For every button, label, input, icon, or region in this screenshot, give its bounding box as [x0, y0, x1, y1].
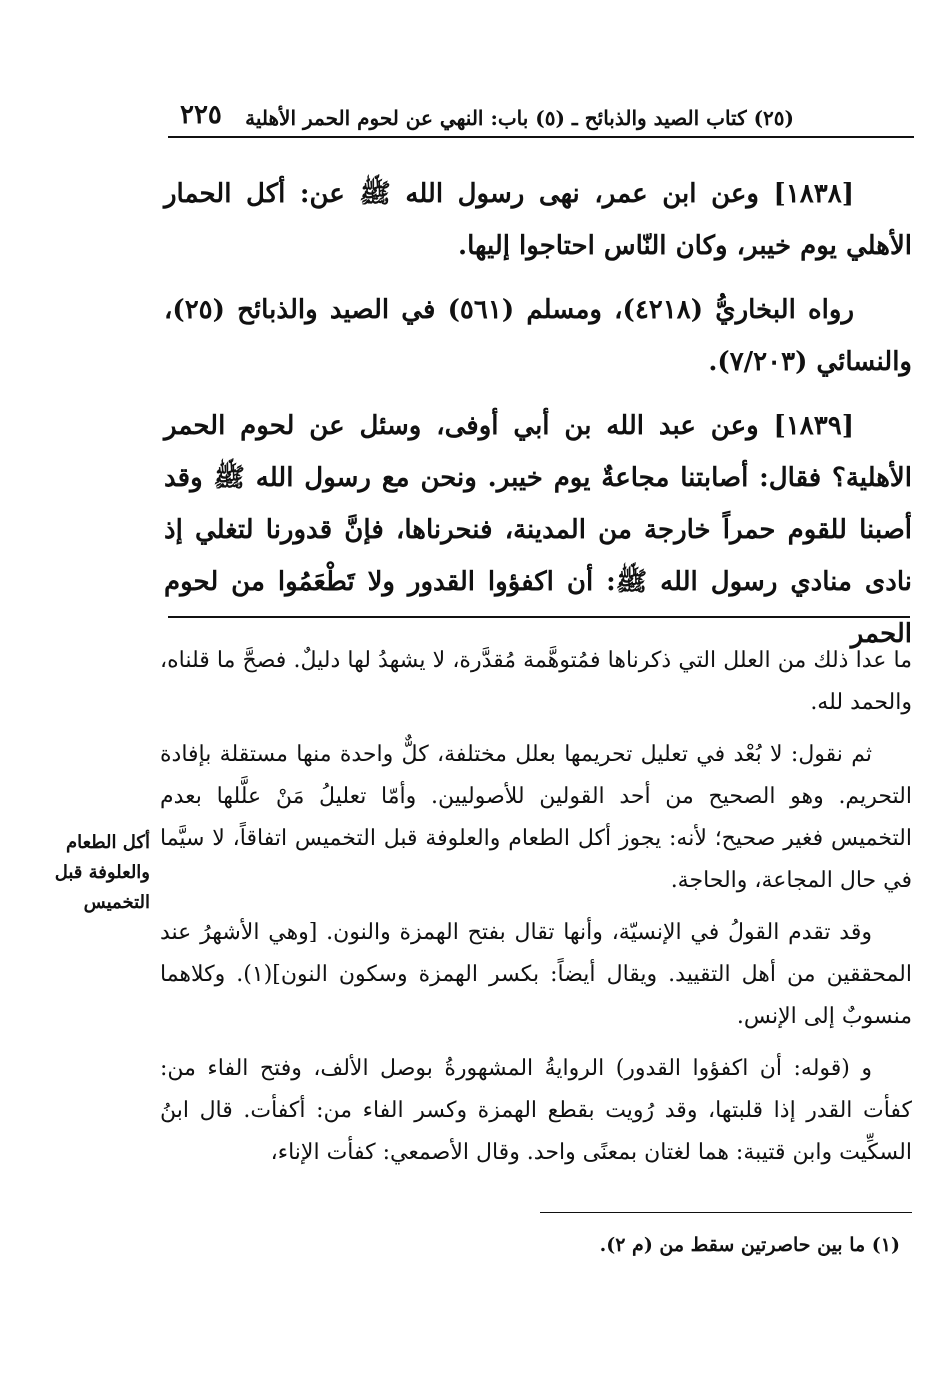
commentary-paragraph: ثم نقول: لا بُعْد في تعليل تحريمها بعلل مختلفة، كلٌّ واحدة منها مستقلة بإفادة التحريم. وهو الصحيح من أحد القولين للأصوليين. وأمّا تعليلُ مَنْ علَّلها بعدم التخميس فغير صحيح؛ لأنه: يجوز أكل الطعام والعلوفة قبل التخميس اتفاقاً، لا سيَّما في حال المجاعة، والحاجة. — [160, 742, 912, 893]
header-title: (٢٥) كتاب الصيد والذبائح ـ (٥) باب: النهي عن لحوم الحمر الأهلية — [245, 106, 794, 130]
commentary-text — [160, 640, 912, 1184]
footnote: (١) ما بين حاصرتين سقط من (م ٢). — [599, 1234, 900, 1256]
commentary-paragraph: و (قوله: أن اكفؤوا القدور) الروايةُ المشهورةُ بوصل الألف، وفتح الفاء من: كفأت القدر إذا قلبتها، وقد رُويت بقطع الهمزة وكسر الفاء من: أكفأت. قال ابنُ السكِّيت وابن قتيبة: هما لغتان بمعنًى واحد. وقال الأصمعي: كفأت الإناء، — [160, 1056, 912, 1165]
section-divider — [168, 616, 910, 618]
footnote-divider — [540, 1212, 912, 1213]
commentary-paragraph: وقد تقدم القولُ في الإنسيّة، وأنها تقال بفتح الهمزة والنون. [وهي الأشهرُ عند المحققين من أهل التقييد. ويقال أيضاً: بكسر الهمزة وسكون النون](١). وكلاهما منسوبٌ إلى الإنس. — [160, 920, 912, 1029]
margin-note: أكل الطعام والعلوفة قبل التخميس — [54, 832, 150, 913]
hadith-text — [164, 168, 912, 672]
hadith-1838: [١٨٣٨] وعن ابن عمر، نهى رسول الله ﷺ عن: أكل الحمار الأهلي يوم خيبر، وكان النّاس احتاجوا إليها. — [164, 179, 912, 261]
hadith-1838-source: رواه البخاريُّ (٤٢١٨)، ومسلم (٥٦١) في الصيد والذبائح (٢٥)، والنسائي (٧/٢٠٣). — [164, 295, 912, 377]
page-number: ٢٢٥ — [180, 100, 222, 130]
commentary-paragraph: ما عدا ذلك من العلل التي ذكرناها فمُتوهَّمة مُقدَّرة، لا يشهدُ لها دليلٌ. فصحَّ ما قلناه، والحمد لله. — [160, 648, 912, 715]
hadith-1839: [١٨٣٩] وعن عبد الله بن أبي أوفى، وسئل عن لحوم الحمر الأهلية؟ فقال: أصابتنا مجاعةٌ يوم خيبر. ونحن مع رسول الله ﷺ وقد أصبنا للقوم حمراً خارجة من المدينة، فنحرناها، فإنَّ قدورنا لتغلي إذ نادى منادي رسول الله ﷺ: أن اكفؤوا القدور ولا تَطْعَمُوا من لحوم الحمر — [164, 411, 912, 649]
running-header — [168, 96, 914, 138]
